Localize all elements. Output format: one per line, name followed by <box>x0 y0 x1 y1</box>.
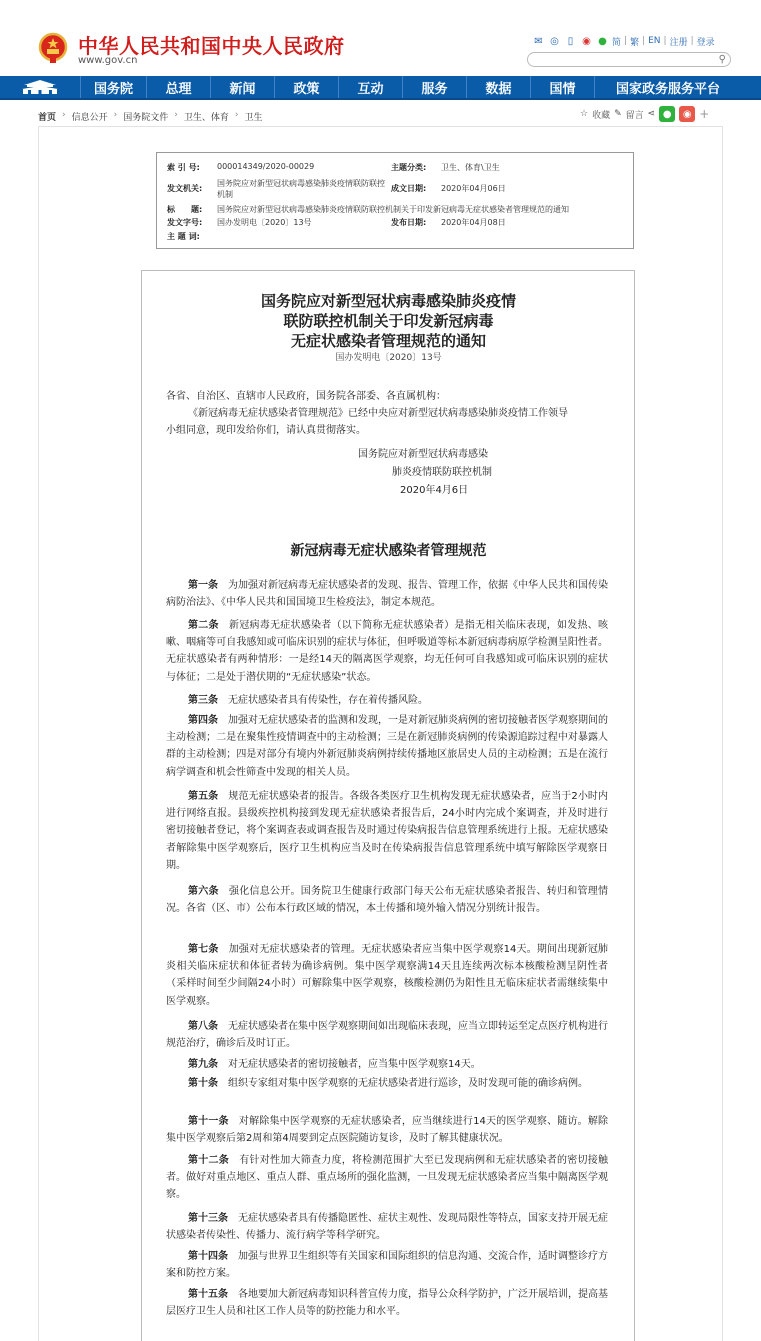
clause-number: 第十三条 <box>188 1213 228 1224</box>
chevron-right-icon: › <box>113 110 118 120</box>
meta-issuer: 国务院应对新型冠状病毒感染肺炎疫情联防联控机制 <box>217 179 385 199</box>
nav-service[interactable]: 服务 <box>402 76 466 98</box>
clause-number: 第十四条 <box>188 1251 228 1262</box>
meta-key-index: 索 引 号: <box>167 163 200 172</box>
article-clause <box>166 577 608 611</box>
national-emblem-icon[interactable] <box>38 32 68 64</box>
clause-body: 无症状感染者具有传染性，存在着传播风险。 <box>228 695 428 706</box>
clause-number: 第八条 <box>188 1021 218 1032</box>
article-clause <box>166 1286 608 1320</box>
share-icon[interactable]: ⋖ <box>647 109 656 119</box>
salutation: 各省、自治区、直辖市人民政府，国务院各部委、各直属机构： <box>166 391 446 402</box>
login-link[interactable]: 登录 <box>696 37 715 48</box>
intro-line-2: 小组同意，现印发给你们，请认真贯彻落实。 <box>166 425 366 436</box>
meta-key-issuer: 发文机关: <box>167 184 203 193</box>
clause-body: 加强对无症状感染者的监测和发现，一是对新冠肺炎病例的密切接触者医学观察期间的主动检测；二是在聚集性疫情调查中的主动检测；三是在新冠肺炎病例的传染源追踪过程中对暴露人群的主动检测；四是对部分有境内外新冠肺炎病例持续传播地区旅居史人员的主动检测；五是在流行病学调查和机会性筛查中发现的相关人员。 <box>166 715 608 778</box>
site-name[interactable]: 中华人民共和国中央人民政府 <box>78 34 345 58</box>
wechat-share-icon[interactable]: ● <box>659 106 675 122</box>
site-url[interactable]: www.gov.cn <box>78 55 138 66</box>
signature-line-1: 国务院应对新型冠状病毒感染 <box>358 449 488 460</box>
article-clause <box>166 1075 608 1092</box>
meta-doc-number: 国办发明电〔2020〕13号 <box>217 218 312 227</box>
weibo-qq-icon[interactable]: ◎ <box>550 35 559 47</box>
meta-created-date: 2020年04月06日 <box>441 184 506 193</box>
meta-subject: 卫生、体育\卫生 <box>441 163 500 172</box>
comment-link[interactable]: 留言 <box>625 110 644 121</box>
chevron-right-icon: › <box>174 110 178 120</box>
tiananmen-icon <box>20 79 60 95</box>
lang-simplified[interactable]: 简 <box>612 37 622 48</box>
clause-body: 无症状感染者具有传播隐匿性、症状主观性、发现局限性等特点，国家支持开展无症状感染者传染性、传播力、流行病学等科学研究。 <box>166 1213 608 1242</box>
wechat-icon[interactable]: ● <box>598 35 607 47</box>
signature-line-2: 肺炎疫情联防联控机制 <box>392 467 492 478</box>
search-icon[interactable]: ⚲ <box>718 54 726 65</box>
meta-key-keywords: 主 题 词: <box>167 232 200 241</box>
breadcrumb-health[interactable]: 卫生 <box>244 113 263 123</box>
clause-body: 对解除集中医学观察的无症状感染者，应当继续进行14天的医学观察、随访。解除集中医学观察后第2周和第4周要到定点医院随访复诊，及时了解其健康状况。 <box>166 1116 609 1145</box>
meta-published-date: 2020年04月08日 <box>441 218 506 227</box>
lang-traditional[interactable]: 繁 <box>630 37 640 48</box>
breadcrumb <box>38 110 263 123</box>
clause-number: 第二条 <box>188 620 219 631</box>
nav-national-info[interactable]: 国情 <box>530 76 594 98</box>
clause-body: 各地要加大新冠病毒知识科普宣传力度，指导公众科学防护，广泛开展培训，提高基层医疗卫生人员和社区工作人员等的防控能力和水平。 <box>166 1289 608 1318</box>
nav-home[interactable] <box>0 76 80 98</box>
clause-number: 第五条 <box>188 791 219 802</box>
lang-english[interactable]: EN <box>648 36 661 46</box>
breadcrumb-docs[interactable]: 国务院文件 <box>123 113 169 123</box>
nav-policy[interactable]: 政策 <box>274 76 338 98</box>
article-clause <box>166 1248 608 1282</box>
spec-title: 新冠病毒无症状感染者管理规范 <box>290 543 487 559</box>
clause-body: 新冠病毒无症状感染者（以下简称无症状感染者）是指无相关临床表现，如发热、咳嗽、咽痛等可自我感知或可临床识别的症状与体征，但呼吸道等标本新冠病毒病原学检测呈阳性者。无症状感染者有两种情形：一是经14天的隔离医学观察，均无任何可自我感知或可临床识别的症状与体征；二是处于潜伏期的“无症状感染”状态。 <box>166 620 608 683</box>
clause-number: 第十一条 <box>188 1116 229 1127</box>
header-tools: ✉ ◎ ▯ ◉ ● 简 | 繁 | EN | 注册 | 登录 <box>532 33 715 49</box>
clause-number: 第一条 <box>188 580 218 591</box>
register-link[interactable]: 注册 <box>669 37 688 48</box>
article-clause <box>166 883 608 917</box>
nav-gov-service-platform[interactable]: 国家政务服务平台 <box>594 76 741 98</box>
breadcrumb-home[interactable]: 首页 <box>38 113 57 123</box>
chevron-right-icon: › <box>62 110 66 120</box>
clause-body: 无症状感染者在集中医学观察期间如出现临床表现，应当立即转运至定点医疗机构进行规范治疗，确诊后及时订正。 <box>166 1021 608 1050</box>
clause-body: 为加强对新冠病毒无症状感染者的发现、报告、管理工作，依据《中华人民共和国传染病防治法》、《中华人民共和国国境卫生检疫法》，制定本规范。 <box>166 580 608 609</box>
meta-key-docno: 发文字号: <box>167 218 203 227</box>
article-clause <box>166 1113 608 1147</box>
article-clause <box>166 1056 608 1073</box>
signature-date: 2020年4月6日 <box>400 485 469 496</box>
clause-body: 组织专家组对集中医学观察的无症状感染者进行巡诊，及时发现可能的确诊病例。 <box>228 1078 588 1089</box>
meta-title: 国务院应对新型冠状病毒感染肺炎疫情联防联控机制关于印发新冠病毒无症状感染者管理规范的通知 <box>217 205 569 214</box>
chevron-right-icon: › <box>234 110 239 120</box>
clause-body: 规范无症状感染者的报告。各级各类医疗卫生机构发现无症状感染者，应当于2小时内进行网络直报。县级疾控机构接到发现无症状感染者报告后，24小时内完成个案调查，并及时进行密切接触者登记，将个案调查表或调查报告及时通过传染病报告信息管理系统进行上报。无症状感染者解除集中医学观察后，医疗卫生机构应当及时在传染病报告信息管理系统中填写解除医学观察日期。 <box>166 791 608 871</box>
article-title-line-1: 国务院应对新型冠状病毒感染肺炎疫情 <box>260 292 516 310</box>
site-header <box>0 0 761 76</box>
nav-premier[interactable]: 总理 <box>146 76 210 98</box>
clause-body: 强化信息公开。国务院卫生健康行政部门每天公布无症状感染者报告、转归和管理情况。各省（区、市）公布本行政区域的情况，本土传播和境外输入情况分别统计报告。 <box>166 886 608 915</box>
document-meta-table <box>156 152 634 249</box>
article-clause <box>166 1210 608 1244</box>
clause-number: 第九条 <box>188 1059 218 1070</box>
clause-number: 第十二条 <box>188 1155 229 1166</box>
mobile-icon[interactable]: ▯ <box>567 35 574 47</box>
clause-number: 第十五条 <box>188 1289 228 1300</box>
article-clause <box>166 1152 608 1204</box>
clause-number: 第三条 <box>188 695 218 706</box>
clause-body: 加强与世界卫生组织等有关国家和国际组织的信息沟通、交流合作，适时调整诊疗方案和防控方案。 <box>166 1251 608 1280</box>
intro-line-1: 《新冠病毒无症状感染者管理规范》已经中央应对新型冠状病毒感染肺炎疫情工作领导 <box>188 408 568 419</box>
meta-key-title: 标 题: <box>167 205 203 214</box>
clause-body: 对无症状感染者的密切接触者，应当集中医学观察14天。 <box>228 1059 481 1070</box>
nav-news[interactable]: 新闻 <box>210 76 274 98</box>
nav-state-council[interactable]: 国务院 <box>80 76 146 98</box>
article-clause <box>166 692 608 709</box>
nav-interaction[interactable]: 互动 <box>338 76 402 98</box>
breadcrumb-info[interactable]: 信息公开 <box>71 113 108 123</box>
article-clause <box>166 941 608 1010</box>
clause-body: 加强对无症状感染者的管理。无症状感染者应当集中医学观察14天。期间出现新冠肺炎相关临床症状和体征者转为确诊病例。集中医学观察满14天且连续两次标本核酸检测呈阴性者（采样时间至少间隔24小时）可解除集中医学观察，核酸检测仍为阳性且无临床症状者需继续集中医学观察。 <box>166 944 608 1007</box>
weibo-share-icon[interactable]: ◉ <box>679 106 695 122</box>
meta-key-subject: 主题分类: <box>391 163 427 172</box>
comment-icon[interactable]: ✎ <box>614 109 622 119</box>
search-input[interactable] <box>527 52 731 67</box>
article-clause <box>166 712 608 781</box>
weibo-icon[interactable]: ◉ <box>582 35 591 47</box>
breadcrumb-health-sports[interactable]: 卫生、体育 <box>183 113 229 123</box>
article-clause <box>166 617 608 686</box>
article-clause <box>166 1018 608 1052</box>
main-nav <box>0 76 761 100</box>
mail-icon[interactable]: ✉ <box>534 35 543 47</box>
share-bar <box>580 106 709 122</box>
article-title-line-2: 联防联控机制关于印发新冠病毒 <box>283 312 494 330</box>
clause-number: 第十条 <box>188 1078 218 1089</box>
article-title-line-3: 无症状感染者管理规范的通知 <box>290 332 486 350</box>
nav-data[interactable]: 数据 <box>466 76 530 98</box>
meta-key-created: 成文日期: <box>391 184 427 193</box>
meta-key-published: 发布日期: <box>391 218 427 227</box>
meta-index-number: 000014349/2020-00029 <box>217 162 315 171</box>
clause-number: 第四条 <box>188 715 218 726</box>
star-icon[interactable]: ☆ <box>580 109 589 119</box>
clause-body: 有针对性加大筛查力度，将检测范围扩大至已发现病例和无症状感染者的密切接触者。做好对重点地区、重点人群、重点场所的强化监测，一旦发现无症状感染者应当集中隔离医学观察。 <box>166 1155 608 1201</box>
clause-number: 第七条 <box>188 944 219 955</box>
favorite-link[interactable]: 收藏 <box>592 110 611 121</box>
clause-number: 第六条 <box>188 886 219 897</box>
article-doc-number: 国办发明电〔2020〕13号 <box>335 353 442 363</box>
more-share-icon[interactable]: + <box>699 107 710 121</box>
article-clause <box>166 788 608 874</box>
